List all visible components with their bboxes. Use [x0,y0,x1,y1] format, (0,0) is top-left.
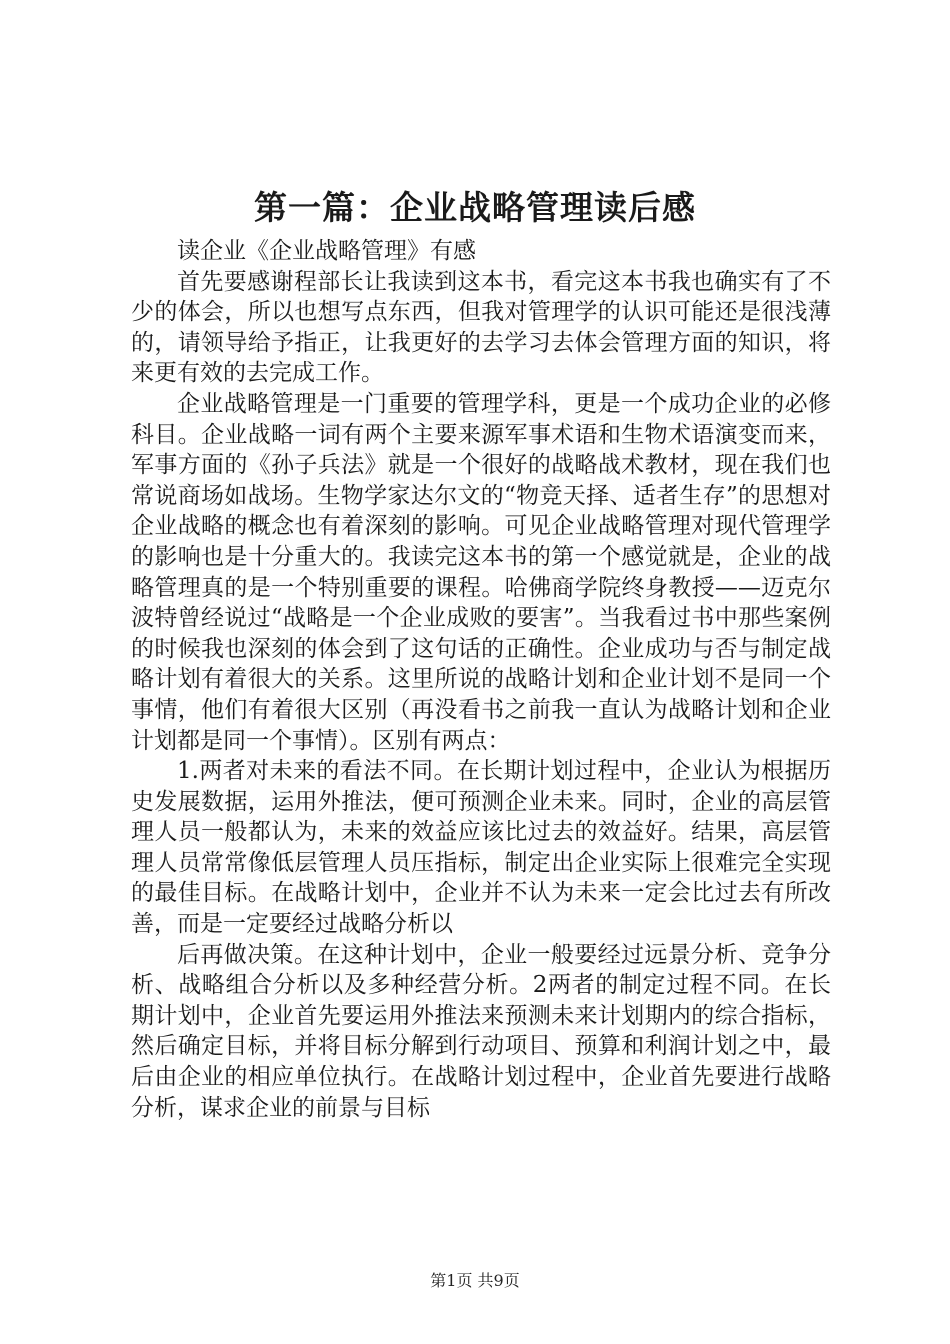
paragraph: 后再做决策。在这种计划中，企业一般要经过远景分析、竞争分析、战略组合分析以及多种经营分析。2两者的制定过程不同。在长期计划中，企业首先要运用外推法来预测未来计划期内的综合指标，然后确定目标，并将目标分解到行动项目、预算和利润计划之中，最后由企业的相应单位执行。在战略计划过程中，企业首先要进行战略分析，谋求企业的前景与目标 [131,941,831,1121]
paragraph: 首先要感谢程部长让我读到这本书，看完这本书我也确实有了不少的体会，所以也想写点东西，但我对管理学的认识可能还是很浅薄的，请领导给予指正，让我更好的去学习去体会管理方面的知识，将来更有效的去完成工作。 [131,268,831,387]
page-number-footer: 第1页 共9页 [430,1271,520,1290]
paragraph: 1.两者对未来的看法不同。在长期计划过程中，企业认为根据历史发展数据，运用外推法，便可预测企业未来。同时，企业的高层管理人员一般都认为，未来的效益应该比过去的效益好。结果，高层管理人员常常像低层管理人员压指标，制定出企业实际上很难完全实现的最佳目标。在战略计划中，企业并不认为未来一定会比过去有所改善，而是一定要经过战略分析以 [131,758,831,938]
document-title: 第一篇：企业战略管理读后感 [254,188,696,227]
paragraph-heading: 读企业《企业战略管理》有感 [177,238,476,264]
document-body [131,236,831,1123]
paragraph: 企业战略管理是一门重要的管理学科，更是一个成功企业的必修科目。企业战略一词有两个主要来源军事术语和生物术语演变而来，军事方面的《孙子兵法》就是一个很好的战略战术教材，现在我们也常说商场如战场。生物学家达尔文的“物竞天择、适者生存”的思想对企业战略的概念也有着深刻的影响。可见企业战略管理对现代管理学的影响也是十分重大的。我读完这本书的第一个感觉就是，企业的战略管理真的是一个特别重要的课程。哈佛商学院终身教授——迈克尔波特曾经说过“战略是一个企业成败的要害”。当我看过书中那些案例的时候我也深刻的体会到了这句话的正确性。企业成功与否与制定战略计划有着很大的关系。这里所说的战略计划和企业计划不是同一个事情，他们有着很大区别（再没看书之前我一直认为战略计划和企业计划都是同一个事情）。区别有两点： [131,390,831,754]
